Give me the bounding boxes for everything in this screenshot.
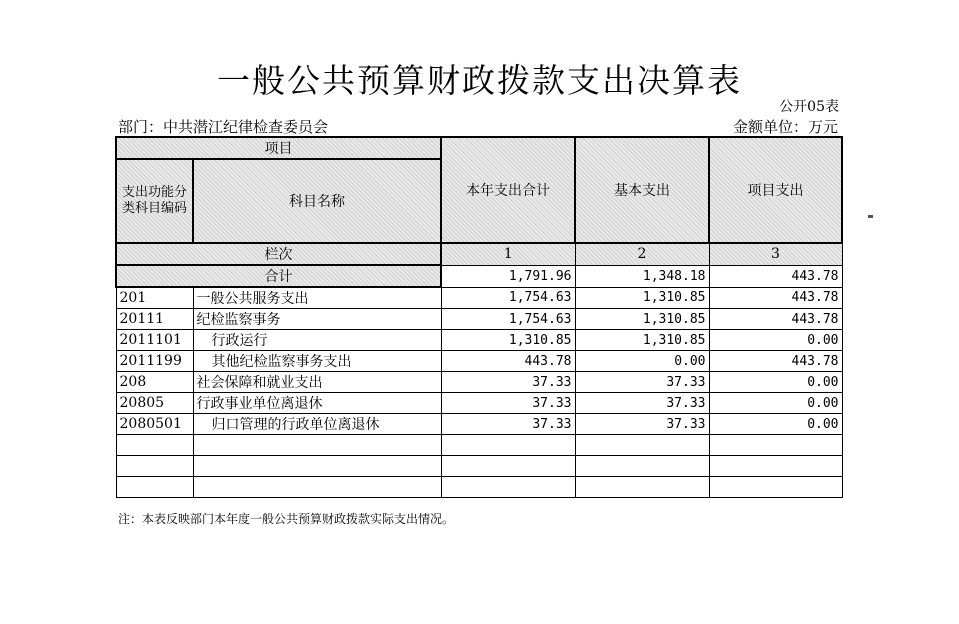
header-name: 科目名称 (193, 159, 441, 243)
amount-unit-label: 金额单位：万元 (732, 118, 838, 136)
row-code: 2011101 (116, 330, 193, 351)
row-value-2: 37.33 (575, 414, 709, 435)
row-value-3: 0.00 (709, 414, 842, 435)
row-value-2: 1,310.85 (575, 330, 709, 351)
row-name: 一般公共服务支出 (193, 287, 441, 309)
row-value-2: 37.33 (575, 393, 709, 414)
report-title: 一般公共预算财政拨款支出决算表 (217, 61, 742, 100)
table-row (116, 330, 842, 351)
row-code: 20805 (116, 393, 193, 414)
row-code: 201 (116, 287, 193, 309)
header-item: 项目 (116, 137, 441, 159)
table-row (116, 351, 842, 372)
col-number-3: 3 (709, 243, 842, 265)
row-value-3: 0.00 (709, 393, 842, 414)
row-name: 其他纪检监察事务支出 (193, 351, 441, 372)
table-row (116, 309, 842, 330)
row-code: 20111 (116, 309, 193, 330)
total-label: 合计 (116, 265, 441, 287)
total-value-3: 443.78 (709, 265, 842, 287)
header-col-total: 本年支出合计 (441, 137, 575, 243)
form-number: 公开05表 (779, 99, 839, 115)
row-value-3: 0.00 (709, 330, 842, 351)
row-value-1: 1,310.85 (441, 330, 575, 351)
row-code: 208 (116, 372, 193, 393)
expenditure-table (115, 136, 843, 498)
row-value-2: 37.33 (575, 372, 709, 393)
row-name: 归口管理的行政单位离退休 (193, 414, 441, 435)
row-value-2: 0.00 (575, 351, 709, 372)
row-name: 行政运行 (193, 330, 441, 351)
row-value-1: 37.33 (441, 393, 575, 414)
row-value-1: 37.33 (441, 372, 575, 393)
header-col-basic: 基本支出 (575, 137, 709, 243)
row-value-3: 0.00 (709, 372, 842, 393)
row-value-1: 443.78 (441, 351, 575, 372)
scan-mark (868, 215, 873, 218)
row-value-1: 1,754.63 (441, 309, 575, 330)
row-number-label: 栏次 (116, 243, 441, 265)
row-name: 纪检监察事务 (193, 309, 441, 330)
header-code: 支出功能分类科目编码 (116, 159, 193, 243)
row-value-1: 37.33 (441, 414, 575, 435)
footnote: 注：本表反映部门本年度一般公共预算财政拨款实际支出情况。 (118, 512, 455, 526)
table-row (116, 287, 842, 309)
row-name: 社会保障和就业支出 (193, 372, 441, 393)
col-number-2: 2 (575, 243, 709, 265)
col-number-1: 1 (441, 243, 575, 265)
empty-row (116, 435, 842, 456)
empty-row (116, 477, 842, 498)
row-value-1: 1,754.63 (441, 287, 575, 309)
department-label: 部门：中共潜江纪律检查委员会 (118, 118, 329, 136)
total-value-2: 1,348.18 (575, 265, 709, 287)
total-value-1: 1,791.96 (441, 265, 575, 287)
row-code: 2011199 (116, 351, 193, 372)
row-value-2: 1,310.85 (575, 287, 709, 309)
table-row (116, 393, 842, 414)
empty-row (116, 456, 842, 477)
row-value-3: 443.78 (709, 351, 842, 372)
header-col-project: 项目支出 (709, 137, 842, 243)
table-row (116, 414, 842, 435)
row-value-3: 443.78 (709, 287, 842, 309)
table-row (116, 372, 842, 393)
row-value-2: 1,310.85 (575, 309, 709, 330)
row-name: 行政事业单位离退休 (193, 393, 441, 414)
row-value-3: 443.78 (709, 309, 842, 330)
row-code: 2080501 (116, 414, 193, 435)
total-row (116, 265, 842, 287)
